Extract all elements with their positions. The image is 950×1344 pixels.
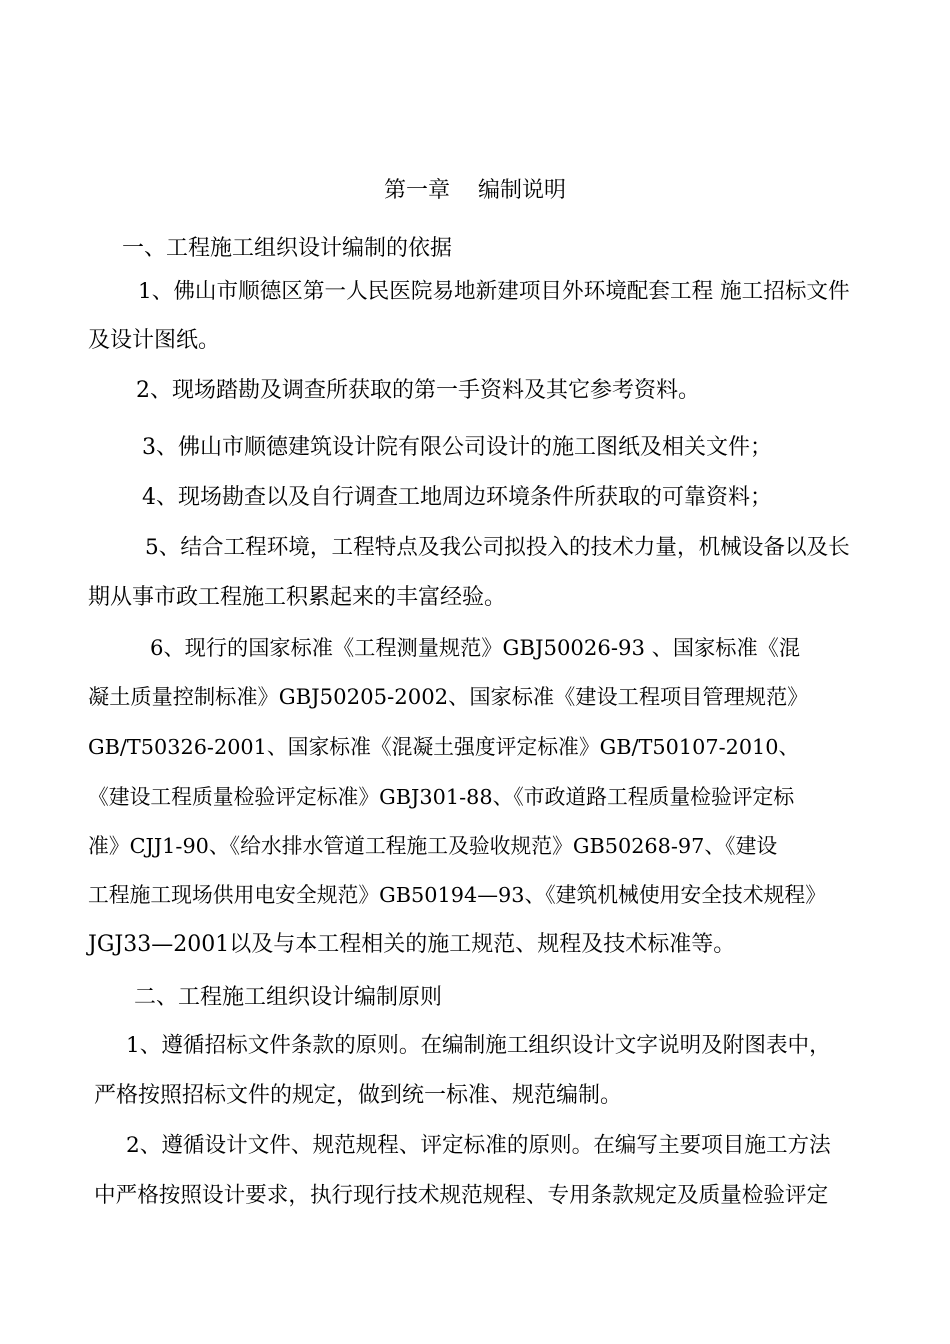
s1-item6-line7: JGJ33—2001以及与本工程相关的施工规范、规程及技术标准等。 — [88, 932, 736, 957]
chapter-title: 第一章 编制说明 — [384, 178, 566, 203]
s1-item6-line6: 工程施工现场供用电安全规范》GB50194—93、《建筑机械使用安全技术规程》 — [88, 883, 827, 907]
s1-item4: 4、现场勘查以及自行调查工地周边环境条件所获取的可靠资料； — [142, 485, 772, 510]
s1-item1-line2: 及设计图纸。 — [88, 328, 221, 353]
s1-item6-line2: 凝土质量控制标准》GBJ50205-2002、国家标准《建设工程项目管理规范》 — [88, 684, 809, 709]
s1-item6-line3: GB/T50326-2001、国家标准《混凝土强度评定标准》GB/T50107-2010、 — [88, 735, 800, 759]
s2-item1-line2: 严格按照招标文件的规定，做到统一标准、规范编制。 — [94, 1083, 623, 1108]
s1-item6-line1: 6、现行的国家标准《工程测量规范》GBJ50026-93 、国家标准《混 — [150, 635, 801, 660]
s1-item1-line1: 1、佛山市顺德区第一人民医院易地新建项目外环境配套工程 施工招标文件 — [138, 279, 850, 304]
s1-item3: 3、佛山市顺德建筑设计院有限公司设计的施工图纸及相关文件； — [142, 435, 772, 460]
s1-item6-line5: 准》CJJ1-90、《给水排水管道工程施工及验收规范》GB50268-97、《建设 — [88, 834, 778, 858]
s2-item2-line1: 2、遵循设计文件、规范规程、评定标准的原则。在编写主要项目施工方法 — [126, 1133, 831, 1158]
s2-item2-line2: 中严格按照设计要求，执行现行技术规范规程、专用条款规定及质量检验评定 — [94, 1183, 829, 1208]
s1-item5-line1: 5、结合工程环境，工程特点及我公司拟投入的技术力量，机械设备以及长 — [145, 535, 850, 560]
s1-item2: 2、现场踏勘及调查所获取的第一手资料及其它参考资料。 — [136, 378, 700, 403]
s1-item6-line4: 《建设工程质量检验评定标准》GBJ301-88、《市政道路工程质量检验评定标 — [88, 785, 795, 809]
section-2-heading: 二、工程施工组织设计编制原则 — [134, 985, 443, 1010]
s1-item5-line2: 期从事市政工程施工积累起来的丰富经验。 — [88, 585, 507, 610]
s2-item1-line1: 1、遵循招标文件条款的原则。在编制施工组织设计文字说明及附图表中， — [126, 1033, 831, 1058]
section-1-heading: 一、工程施工组织设计编制的依据 — [122, 236, 453, 261]
